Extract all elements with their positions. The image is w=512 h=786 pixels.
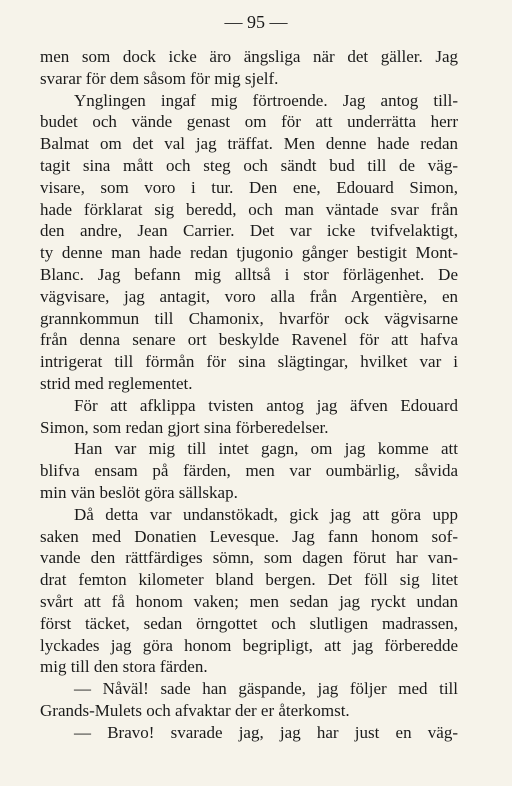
text-line: från denna senare ort beskylde Ravenel för att hafva — [40, 330, 458, 350]
text-line: vägvisare, jag antagit, voro alla från Argentière, en — [40, 286, 458, 306]
text-line: — Bravo! svarade jag, jag har just en väg- — [74, 722, 458, 742]
text-line: Grands-Mulets och afvaktar der er återkomst. — [40, 700, 350, 720]
text-line: Blanc. Jag befann mig alltså i stor förlägenhet. De — [40, 264, 458, 284]
body-text — [40, 46, 458, 744]
text-line: drat femton kilometer bland bergen. Det föll sig litet — [40, 570, 458, 590]
text-line: strid med reglementet. — [40, 373, 193, 393]
text-line: först täcket, sedan örngottet och slutligen madrassen, — [40, 613, 458, 633]
text-line: För att afklippa tvisten antog jag äfven Edouard — [74, 395, 458, 415]
text-line: hade förklarat sig beredd, och man väntade svar från — [40, 199, 458, 219]
text-line: budet och vände genast om för att underrätta herr — [40, 112, 458, 132]
text-line: lyckades jag göra honom begripligt, att jag förberedde — [40, 635, 458, 655]
text-line: Ynglingen ingaf mig förtroende. Jag antog till- — [74, 90, 458, 110]
text-line: — Nåväl! sade han gäspande, jag följer med till — [74, 679, 458, 699]
text-line: svårt att få honom vaken; men sedan jag ryckt undan — [40, 591, 458, 611]
text-line: blifva ensam på färden, men var oumbärlig, såvida — [40, 461, 458, 481]
text-line: Balmat om det val jag träffat. Men denne hade redan — [40, 134, 458, 154]
text-line: saken med Donatien Levesque. Jag fann honom sof- — [40, 526, 458, 546]
page-number: — 95 — — [224, 12, 288, 32]
text-line: vande den rättfärdiges sömn, som dagen förut har van- — [40, 548, 458, 568]
text-line: Då detta var undanstökadt, gick jag att göra upp — [74, 504, 458, 524]
text-line: Simon, som redan gjort sina förberedelser. — [40, 417, 329, 437]
text-line: Han var mig till intet gagn, om jag komme att — [74, 439, 458, 459]
text-line: svarar för dem såsom för mig sjelf. — [40, 68, 279, 88]
text-line: intrigerat till förmån för sina slägtingar, hvilket var i — [40, 352, 458, 372]
text-line: ty denne man hade redan tjugonio gånger bestigit Mont- — [40, 243, 458, 263]
text-line: min vän beslöt göra sällskap. — [40, 482, 238, 502]
text-line: men som dock icke äro ängsliga när det gäller. Jag — [40, 47, 458, 66]
text-line: mig till den stora färden. — [40, 657, 208, 677]
text-line: tagit sina mått och steg och sändt bud till de väg- — [40, 155, 458, 175]
text-line: grannkommun till Chamonix, hvarför ock vägvisarne — [40, 308, 458, 328]
text-line: visare, som voro i tur. Den ene, Edouard Simon, — [40, 177, 458, 197]
text-line: den andre, Jean Carrier. Det var icke tvifvelaktigt, — [40, 221, 458, 241]
